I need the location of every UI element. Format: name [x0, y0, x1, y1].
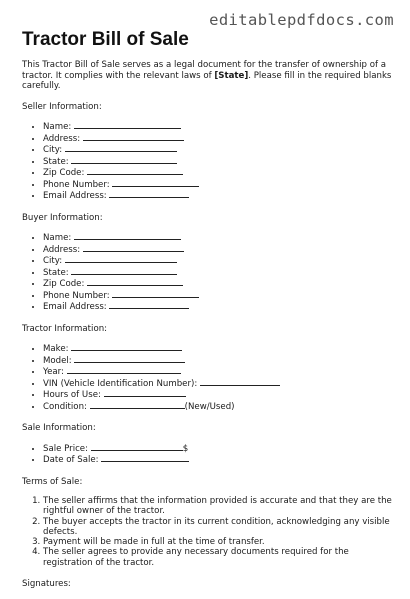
term-item: 2. The buyer accepts the tractor in its current condition, acknowledging any visible defects. [43, 517, 394, 538]
sale-date-blank[interactable] [101, 454, 189, 462]
buyer-address-blank[interactable] [83, 244, 184, 252]
field-label: Hours of Use: [43, 390, 101, 400]
buyer-name-blank[interactable] [74, 232, 181, 240]
site-watermark: editablepdfdocs.com [209, 11, 394, 29]
field-label: State: [43, 267, 69, 278]
currency-symbol: $ [182, 443, 189, 454]
field-label: Phone Number: [43, 179, 110, 190]
seller-address-blank[interactable] [83, 133, 184, 141]
buyer-city-item [43, 255, 394, 267]
field-label: Date of Sale: [43, 455, 99, 465]
seller-city-blank[interactable] [65, 144, 177, 152]
buyer-name-item [43, 232, 394, 244]
field-label: Zip Code: [43, 279, 85, 289]
document-title: Tractor Bill of Sale [22, 29, 189, 50]
sale-heading: Sale Information: [22, 423, 96, 433]
term-item: 4. The seller agrees to provide any necessary documents required for the registration of the tractor. [43, 547, 394, 568]
document-body [22, 60, 394, 599]
field-label: Condition: [43, 401, 87, 412]
tractor-vin-item [43, 378, 394, 390]
field-label: Phone Number: [43, 290, 110, 301]
buyer-phone-item [43, 290, 394, 302]
buyer-city-blank[interactable] [65, 255, 177, 263]
tractor-condition-blank[interactable] [90, 401, 185, 409]
seller-phone-item [43, 179, 394, 191]
term-item: 3. Payment will be made in full at the time of transfer. [43, 537, 394, 547]
tractor-hours-blank[interactable] [104, 389, 186, 397]
sale-date-item [43, 454, 394, 466]
buyer-email-blank[interactable] [109, 301, 189, 309]
buyer-fields-list [22, 232, 394, 313]
field-label: City: [43, 145, 63, 155]
buyer-email-item [43, 301, 394, 313]
sale-price-blank[interactable] [91, 443, 183, 451]
intro-text-end: . Please fill in the required blanks carefully. [22, 70, 392, 91]
tractor-year-item [43, 366, 394, 378]
tractor-heading: Tractor Information: [22, 323, 108, 334]
seller-heading: Seller Information: [22, 101, 102, 112]
buyer-zip-item [43, 278, 394, 290]
tractor-make-item [43, 343, 394, 355]
field-label: Name: [43, 233, 72, 243]
seller-state-blank[interactable] [71, 156, 177, 164]
seller-city-item [43, 144, 394, 156]
field-label: Email Address: [43, 302, 107, 312]
condition-options: (New/Used) [184, 401, 235, 412]
sale-price-item [43, 443, 394, 455]
seller-fields-list [22, 121, 394, 202]
buyer-state-item [43, 267, 394, 279]
seller-name-blank[interactable] [74, 121, 181, 129]
seller-email-blank[interactable] [109, 190, 189, 198]
signatures-heading: Signatures: [22, 579, 71, 590]
seller-zip-blank[interactable] [87, 167, 183, 175]
sale-fields-list [22, 443, 394, 466]
field-label: Address: [43, 133, 81, 144]
tractor-condition-item [43, 401, 394, 413]
field-label: Make: [43, 344, 69, 354]
buyer-zip-blank[interactable] [87, 278, 183, 286]
terms-heading: Terms of Sale: [22, 476, 83, 487]
seller-zip-item [43, 167, 394, 179]
tractor-hours-item [43, 389, 394, 401]
field-label: City: [43, 256, 63, 266]
field-label: VIN (Vehicle Identification Number): [43, 378, 198, 389]
buyer-heading: Buyer Information: [22, 212, 103, 223]
tractor-fields-list [22, 343, 394, 412]
seller-state-item [43, 156, 394, 168]
state-placeholder: [State] [214, 70, 249, 81]
field-label: Zip Code: [43, 168, 85, 178]
seller-address-item [43, 133, 394, 145]
field-label: Sale Price: [43, 443, 88, 454]
buyer-phone-blank[interactable] [112, 290, 199, 298]
field-label: Model: [43, 355, 72, 366]
field-label: State: [43, 156, 69, 167]
field-label: Address: [43, 244, 81, 255]
buyer-state-blank[interactable] [71, 267, 177, 275]
field-label: Email Address: [43, 191, 107, 201]
field-label: Year: [43, 367, 64, 377]
intro-text-start: This Tractor Bill of Sale serves as a legal document for the transfer of ownership of a tractor. It complies with the relevant laws of [22, 60, 386, 81]
field-label: Name: [43, 122, 72, 132]
tractor-year-blank[interactable] [67, 366, 181, 374]
seller-name-item [43, 121, 394, 133]
seller-phone-blank[interactable] [112, 179, 199, 187]
terms-list [22, 496, 394, 568]
intro-paragraph [22, 60, 394, 92]
term-item: 1. The seller affirms that the information provided is accurate and that they are the rightful owner of the tractor. [43, 496, 394, 517]
seller-email-item [43, 190, 394, 202]
buyer-address-item [43, 244, 394, 256]
tractor-make-blank[interactable] [71, 343, 182, 351]
tractor-model-item [43, 355, 394, 367]
tractor-vin-blank[interactable] [200, 378, 280, 386]
tractor-model-blank[interactable] [74, 355, 185, 363]
